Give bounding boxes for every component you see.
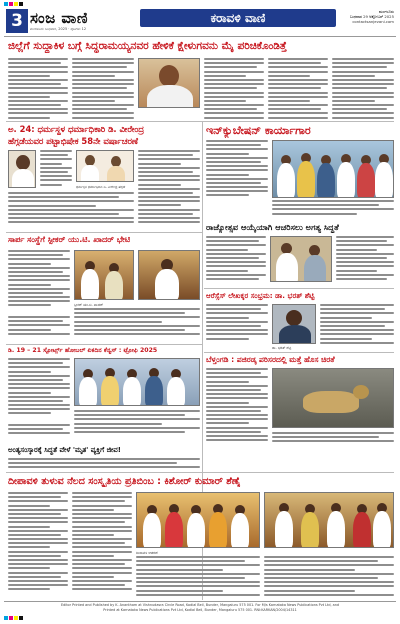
speaker-headline: ಸಾರ್ಪ ಸಂಸ್ಥೆಗೆ ಸ್ಪೀಕರ್ ಯು.ಟಿ. ಖಾದರ್ ಭೇಟಿ — [8, 235, 131, 244]
leopard-photo — [272, 368, 394, 428]
dateline — [336, 9, 394, 24]
rajyotsava-text-1 — [206, 236, 266, 286]
registration-marks-top — [4, 2, 23, 6]
sports-text-3 — [8, 424, 70, 442]
incubation-headline: ಇನ್‌ಕ್ಯುಬೇಷನ್ ಕಾರ್ಯಾಗಾರ — [206, 124, 311, 137]
section-divider — [6, 121, 394, 122]
imprint-line-2: Printed at Karnataka News Publications Pvt Ltd, Kodial Beil, Bunder, Mangaluru 575 001. RNI:KARKAN/2004/14311 — [103, 607, 297, 612]
dharmasthala-headline-2: ಹೆಗ್ಗಡೆಯವರ ಪಟ್ಟಾಭಿಷೇಕ 58ನೇ ವರ್ಷಾಚರಣೆ — [8, 136, 138, 146]
heggade-photo — [8, 150, 36, 188]
publication-title: ಸಂಜ ವಾಣಿ — [30, 9, 88, 27]
section-divider-5 — [204, 352, 394, 353]
dharmasthala-headline: ಅ. 24: ಧರ್ಮಸ್ಥಳ ಧರ್ಮಾಧಿಕಾರಿ ಡಿ. ವೀರೇಂದ್ರ — [8, 124, 145, 134]
imprint-footer — [4, 603, 396, 612]
lead-story-col4 — [268, 58, 328, 128]
page-number: 3 — [6, 9, 28, 33]
masthead-rule — [4, 36, 396, 37]
speaker-text-1 — [8, 250, 70, 314]
footer-rule — [4, 601, 396, 602]
edition-info: ಮಂಗಳೂರು ಬುಧವಾರ, 2025 · ಪುಟಗಳು 12 — [30, 27, 87, 31]
speaker-caption: ಸ್ಪೀಕರ್ ಯು.ಟಿ. ಖಾದರ್ — [74, 303, 104, 307]
deepavali-text-4 — [264, 556, 394, 600]
section-title: ಕರಾವಳಿ ವಾಣಿ — [140, 9, 336, 27]
dharmasthala-photo — [76, 150, 134, 182]
sports-headline: ಡಿ. 19 – 21 ಸ್ಪೋರ್ಟ್ಸ್ ಹೋಬಲ್ ಏಕದಿನ ಕೆನ್ವಸ್ : ಟ್ರೋಫಿ 2025 — [8, 347, 158, 354]
rss-photo — [272, 304, 316, 344]
lead-photo — [138, 58, 200, 108]
deepavali-text-2 — [72, 492, 132, 600]
lead-story-col3 — [204, 58, 264, 128]
lead-story-col1 — [8, 58, 68, 128]
revival-headline: ಅಂತ್ಯಸಂಸ್ಕಾರಕ್ಕೆ ಸಿದ್ಧತೆ ವೇಳೆ 'ಮೃತ' ವ್ಯಕ್ತಿಗೆ ಜೀವ! — [8, 446, 121, 454]
section-divider-3 — [6, 344, 202, 345]
section-divider-4 — [204, 288, 394, 289]
sports-photo — [74, 358, 200, 406]
speaker-text-3 — [8, 316, 70, 342]
deepavali-text-1 — [8, 492, 68, 600]
incubation-text — [206, 140, 268, 202]
sports-text-1 — [8, 358, 70, 420]
section-divider-2 — [6, 232, 202, 233]
rajyotsava-text-2 — [336, 236, 394, 286]
rajyotsava-headline: ರಾಜ್ಯೋತ್ಸವ ಆಯ್ಕೆಯಾಗಿ ಆಚರಿಸಲು ಅಗತ್ಯ ಸಿದ್ಧತೆ — [206, 222, 339, 232]
deepavali-text-3 — [136, 556, 260, 600]
deepavali-caption: ದೀಪಾವಳಿ ಆಚರಣೆ — [136, 551, 158, 555]
lead-headline: ಜಿಲ್ಲೆಗೆ ಸುದ್ದಾಕಿಳ ಬಗ್ಗೆ ಸಿದ್ಧರಾಮಯ್ಯನವರ ಹೇಳಿಕೆ ಕ್ಷೇಳುಗವನು ಮೈ ಪರಿಚಿಕೊಂಡಿತ್ತೆ — [8, 40, 287, 52]
rajyotsava-photo — [270, 236, 332, 282]
dateline-date: ಬುಧವಾರ 29 ಅಕ್ಟೋಬರ್ 2025 — [349, 14, 394, 19]
section-divider-6 — [6, 472, 394, 473]
dateline-contact: contactsanjevani.com — [352, 19, 394, 24]
dharmasthala-text-1 — [40, 150, 72, 190]
deepavali-headline: ದೀಪಾವಳಿ ತುಳುವ ನೆಲದ ಸಂಸ್ಕೃತಿಯ ಪ್ರತಿಬಿಂಬ : ಕಿಶೋರ್ ಕುಮಾರ್ ಶೆಣೈ — [8, 476, 241, 487]
leopard-text-1 — [206, 368, 268, 448]
speaker-text-2 — [74, 308, 200, 342]
sports-text-2 — [74, 410, 200, 440]
speaker-photo-2 — [138, 250, 200, 300]
incubation-photo — [272, 140, 394, 198]
incubation-text-2 — [272, 200, 394, 222]
dharmasthala-text-3 — [8, 192, 134, 230]
dharmasthala-text-2 — [138, 150, 200, 230]
rss-caption: ಡಾ. ಭರತ್ ಶೆಟ್ಟಿ — [272, 346, 292, 350]
lead-story-col5 — [332, 58, 394, 128]
dharmasthala-caption: ಧರ್ಮಸ್ಥಳ ಧರ್ಮಾಧಿಕಾರಿ ಡಿ. ವೀರೇಂದ್ರ ಹೆಗ್ಗಡೆ — [76, 185, 126, 189]
lead-story-col2 — [72, 58, 134, 128]
deepavali-photo-2 — [264, 492, 394, 548]
rss-text-1 — [206, 304, 268, 344]
leopard-headline: ಬೆಳ್ತಂಗಡಿ : ಪಜಿರಡ್ಕ ಪರಿಸರದಲ್ಲಿ ಮತ್ತೆ ಹೊಸ ಚಿರತೆ — [206, 355, 335, 364]
rss-headline: ಆರೆಸ್ಸೆಸ್ ಲೇಖಕ್ಕರ ಸಂಭ್ರಮ: ಡಾ. ಭರತ್ ಶೆಟ್ಟಿ — [206, 291, 315, 300]
dateline-city: ಮಂಗಳೂರು — [378, 9, 394, 14]
imprint-line-1: Editor Printed and Published by K. Anantham at Vishnudasra Circle Road, Kodial Beil, Bunder, Mangaluru 575 001. For M/s Karnataka News Publications Pvt Ltd, and — [60, 603, 340, 607]
speaker-photo-1 — [74, 250, 134, 300]
registration-marks-bottom — [4, 616, 23, 620]
rss-text-2 — [320, 304, 394, 348]
deepavali-photo-1 — [136, 492, 260, 548]
leopard-text-2 — [272, 432, 394, 448]
